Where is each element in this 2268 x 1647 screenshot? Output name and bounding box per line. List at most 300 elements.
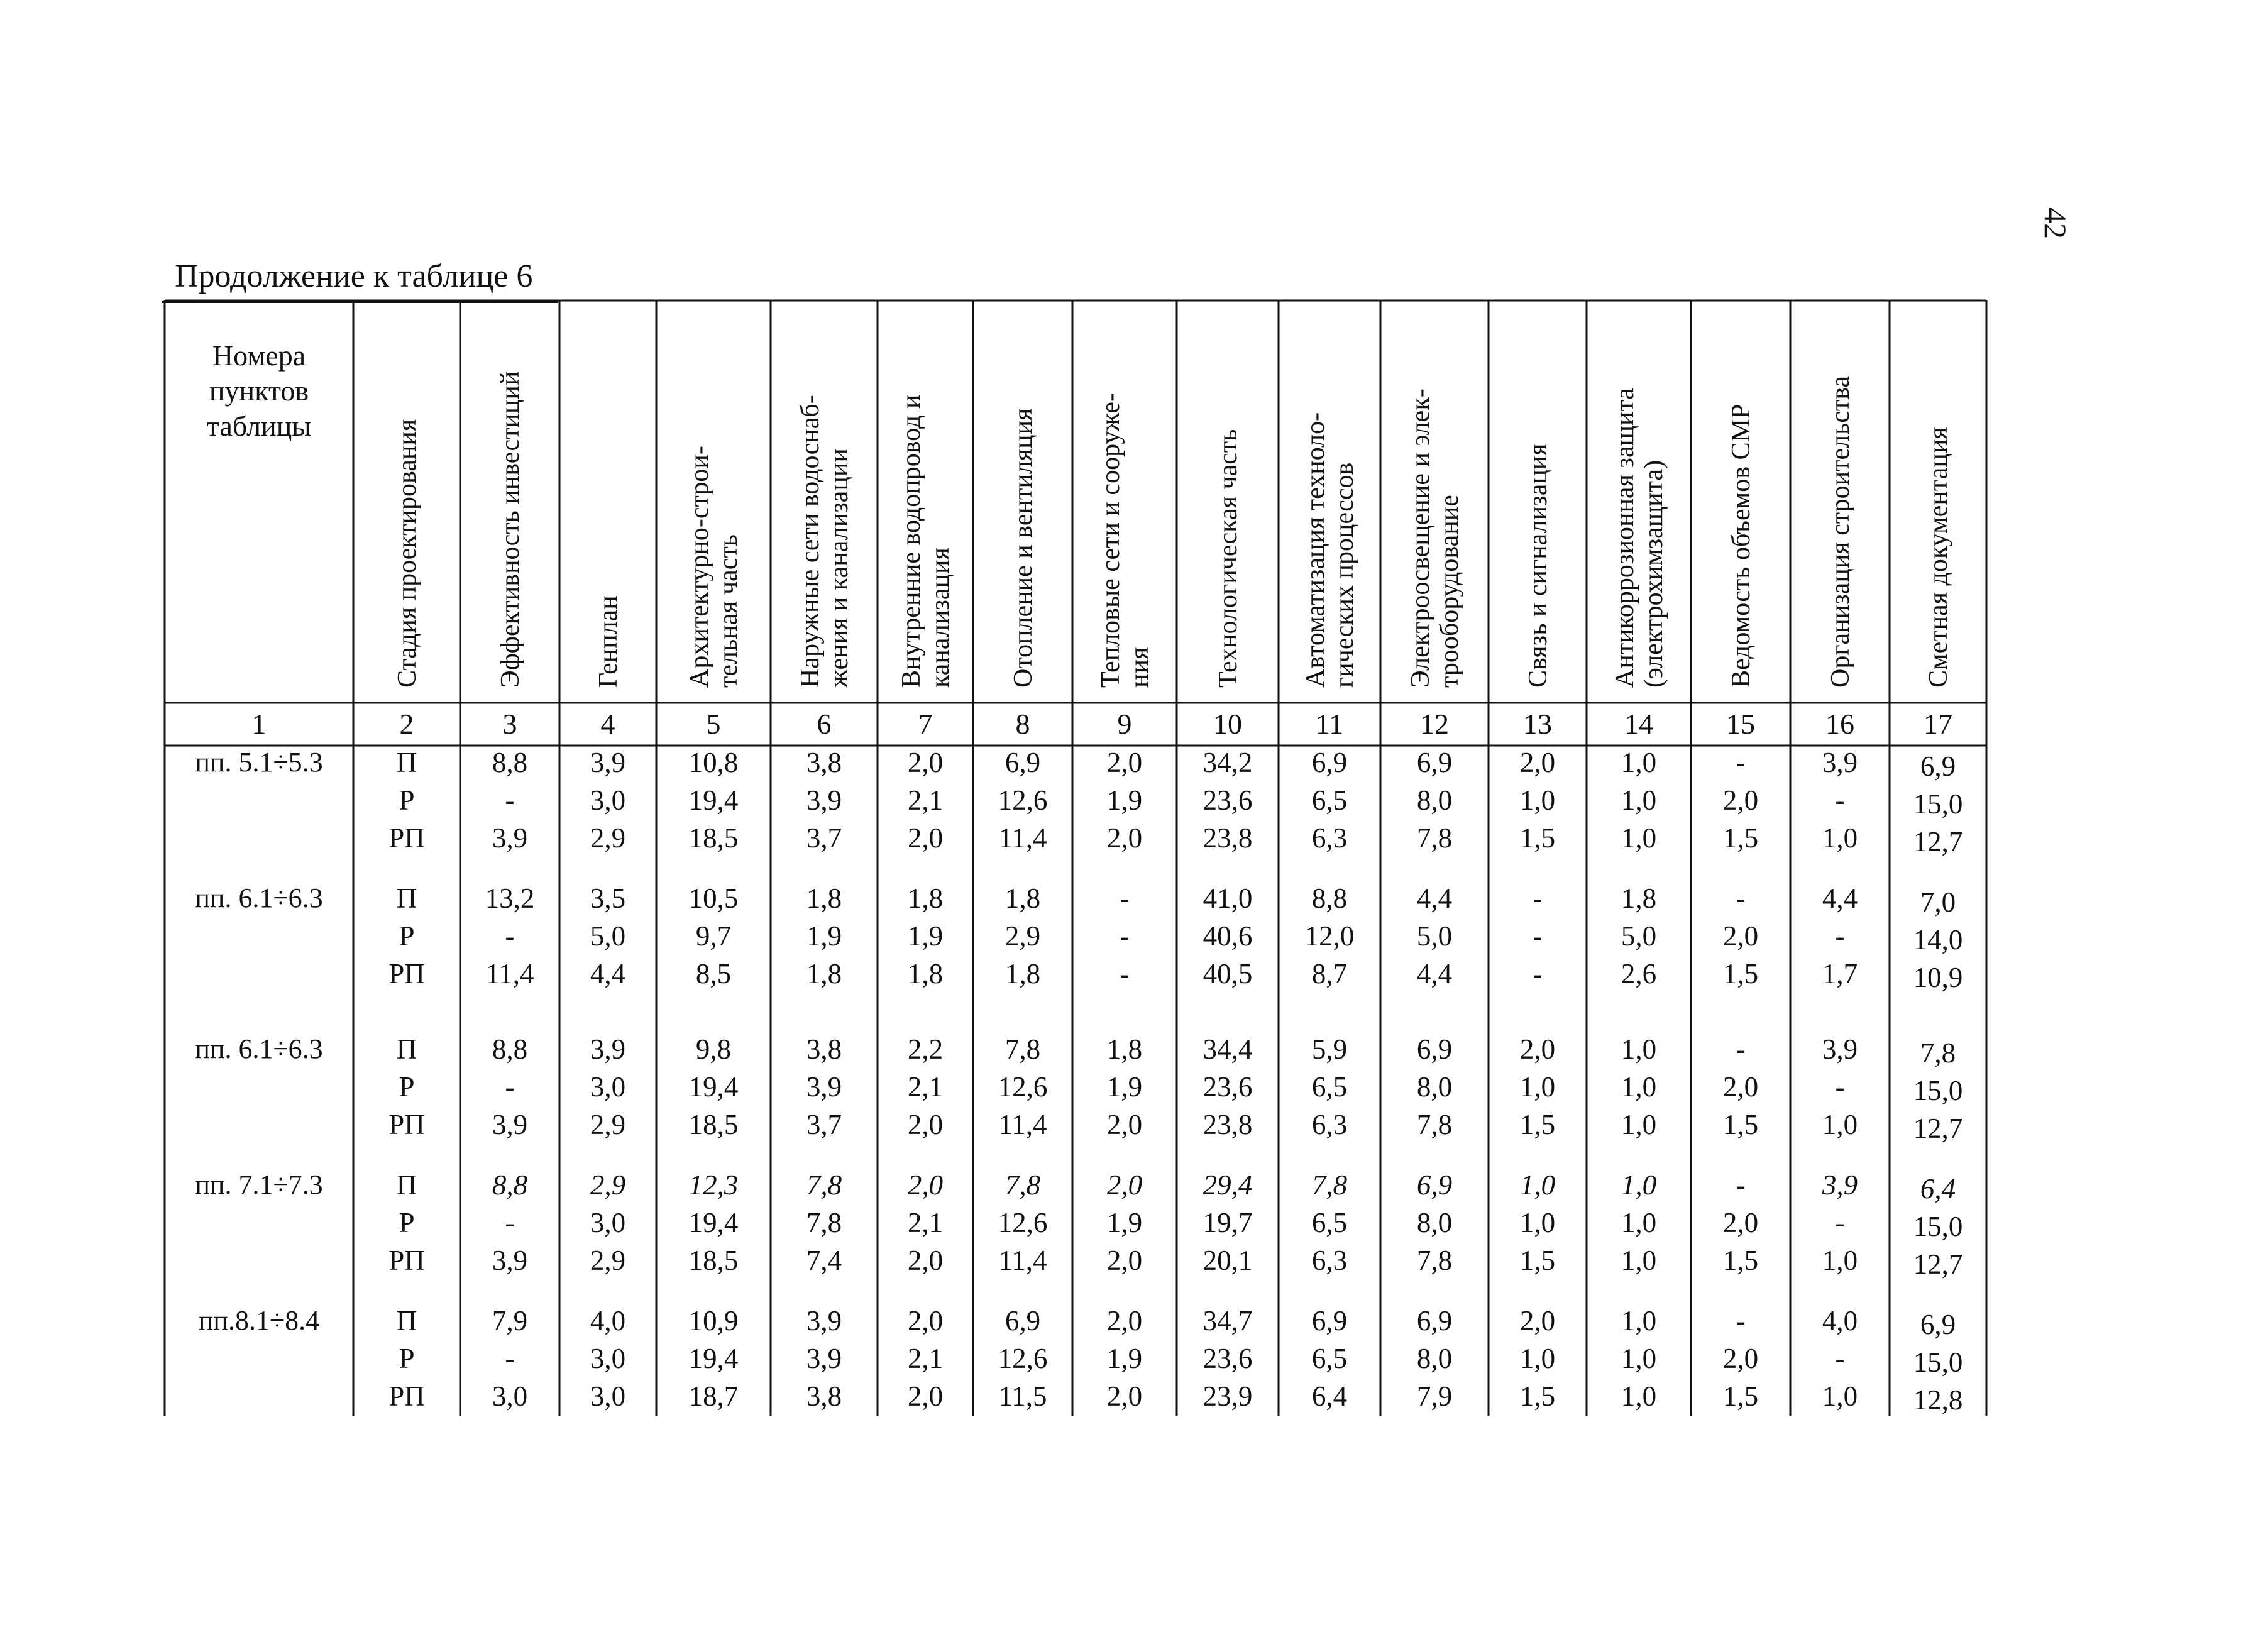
column-header-line: Наружные сети водоснаб- bbox=[796, 395, 825, 688]
value-cell: 2,0 bbox=[1722, 1207, 1759, 1238]
value-cell: 9,7 bbox=[695, 920, 732, 952]
stage-cell: РП bbox=[388, 1380, 425, 1412]
value-cell: 18,5 bbox=[688, 1245, 739, 1276]
value-cell: - bbox=[1835, 1343, 1845, 1374]
value-cell: 2,0 bbox=[1722, 785, 1759, 816]
value-cell: 1,5 bbox=[1519, 822, 1556, 854]
value-cell: 34,4 bbox=[1203, 1033, 1253, 1065]
page-number: 42 bbox=[2038, 207, 2073, 239]
column-header-label bbox=[1301, 300, 1358, 688]
value-cell: 1,0 bbox=[1621, 1169, 1657, 1201]
value-cell: 9,8 bbox=[695, 1033, 732, 1065]
value-cell: - bbox=[505, 920, 515, 952]
column-number: 12 bbox=[1420, 708, 1449, 740]
value-cell: 19,4 bbox=[688, 1207, 739, 1238]
value-cell: - bbox=[1835, 785, 1845, 816]
value-cell: 1,0 bbox=[1519, 1169, 1556, 1201]
stage-cell: П bbox=[396, 1169, 417, 1201]
column-header-label bbox=[392, 300, 421, 688]
value-cell: 10,9 bbox=[688, 1305, 739, 1336]
value-cell: - bbox=[1533, 958, 1543, 989]
stage-cell: РП bbox=[388, 822, 425, 854]
value-cell: 7,8 bbox=[1416, 822, 1453, 854]
value-cell: 11,5 bbox=[998, 1380, 1047, 1412]
value-cell: 13,2 bbox=[485, 883, 535, 914]
table-caption: Продолжение к таблице 6 bbox=[175, 258, 533, 294]
value-cell: 2,9 bbox=[590, 1169, 626, 1201]
column-header-line: Ведомость объемов СМР bbox=[1727, 404, 1756, 688]
value-cell: 2,1 bbox=[907, 1071, 944, 1103]
value-cell: 1,0 bbox=[1822, 1109, 1858, 1140]
column-number: 10 bbox=[1213, 708, 1242, 740]
value-cell: 6,9 bbox=[1416, 1033, 1453, 1065]
value-cell: 23,8 bbox=[1203, 1109, 1253, 1140]
value-cell: - bbox=[505, 1207, 515, 1238]
value-cell: 1,0 bbox=[1621, 747, 1657, 778]
value-cell: 1,8 bbox=[806, 883, 842, 914]
value-cell: 7,8 bbox=[1311, 1169, 1348, 1201]
column-header bbox=[460, 300, 559, 703]
value-cell: 7,9 bbox=[492, 1305, 528, 1336]
value-cell: 2,0 bbox=[1106, 1169, 1143, 1201]
column-header bbox=[353, 300, 460, 703]
value-cell: 1,8 bbox=[907, 883, 944, 914]
value-cell: 11,4 bbox=[998, 822, 1047, 854]
value-cell: 6,5 bbox=[1311, 785, 1348, 816]
value-cell: - bbox=[1736, 883, 1746, 914]
value-cell: 1,9 bbox=[806, 920, 842, 952]
value-cell: 8,0 bbox=[1416, 785, 1453, 816]
value-cell: 19,4 bbox=[688, 1343, 739, 1374]
value-cell: 1,0 bbox=[1621, 1109, 1657, 1140]
stage-cell: П bbox=[396, 883, 417, 914]
value-cell: 3,9 bbox=[806, 1343, 842, 1374]
column-header-label bbox=[896, 300, 954, 688]
value-cell: - bbox=[1736, 1305, 1746, 1336]
value-cell: - bbox=[1533, 920, 1543, 952]
value-cell: 19,4 bbox=[688, 1071, 739, 1103]
group-label: пп. 6.1÷6.3 bbox=[195, 883, 323, 913]
column-header-line: Организация строительства bbox=[1826, 375, 1855, 688]
value-cell: 3,9 bbox=[806, 1305, 842, 1336]
value-cell: 3,9 bbox=[492, 1109, 528, 1140]
group-label: пп.8.1÷8.4 bbox=[198, 1305, 320, 1336]
value-cell: 1,7 bbox=[1822, 958, 1858, 989]
value-cell: - bbox=[1120, 958, 1130, 989]
value-cell: 1,0 bbox=[1519, 785, 1556, 816]
value-cell: - bbox=[1835, 1071, 1845, 1103]
value-cell: 3,8 bbox=[806, 1033, 842, 1065]
value-cell: 1,0 bbox=[1621, 1343, 1657, 1374]
value-cell: 7,8 bbox=[806, 1207, 842, 1238]
value-cell: 18,7 bbox=[688, 1380, 739, 1412]
group-label: пп. 5.1÷5.3 bbox=[195, 747, 323, 778]
value-cell: 2,1 bbox=[907, 1343, 944, 1374]
value-cell: 3,9 bbox=[1822, 1169, 1858, 1201]
value-cell: - bbox=[1736, 1033, 1746, 1065]
value-cell: 10,9 bbox=[1913, 962, 1963, 993]
stage-cell: Р bbox=[399, 1343, 415, 1374]
group-label: пп. 6.1÷6.3 bbox=[195, 1033, 323, 1064]
value-cell: 12,7 bbox=[1913, 1113, 1963, 1144]
column-header-line: тельная часть bbox=[714, 534, 743, 688]
column-header bbox=[1890, 300, 1986, 703]
value-cell: 8,8 bbox=[492, 747, 528, 778]
value-cell: 23,6 bbox=[1203, 1071, 1253, 1103]
value-cell: 15,0 bbox=[1913, 1347, 1963, 1378]
column-header bbox=[1489, 300, 1587, 703]
value-cell: 1,0 bbox=[1621, 822, 1657, 854]
value-cell: 2,0 bbox=[907, 822, 944, 854]
column-header-line: Отопление и вентиляция bbox=[1009, 408, 1038, 688]
value-cell: 3,9 bbox=[590, 747, 626, 778]
value-cell: 1,0 bbox=[1621, 1380, 1657, 1412]
value-cell: 1,9 bbox=[1106, 1343, 1143, 1374]
column-header-line: Тепловые сети и сооруже- bbox=[1096, 392, 1125, 688]
column-header bbox=[1177, 300, 1279, 703]
value-cell: 1,5 bbox=[1519, 1109, 1556, 1140]
value-cell: 6,3 bbox=[1311, 1109, 1348, 1140]
column-header bbox=[771, 300, 878, 703]
value-cell: 3,9 bbox=[590, 1033, 626, 1065]
value-cell: 23,9 bbox=[1203, 1380, 1253, 1412]
value-cell: 23,6 bbox=[1203, 785, 1253, 816]
value-cell: 8,7 bbox=[1311, 958, 1348, 989]
value-cell: 34,2 bbox=[1203, 747, 1253, 778]
column-header bbox=[1587, 300, 1691, 703]
column-header-label bbox=[1213, 300, 1242, 688]
column-header-line: Технологическая часть bbox=[1214, 429, 1243, 688]
column-header-line: (электрохимзащита) bbox=[1639, 460, 1668, 688]
column-header-label bbox=[795, 300, 853, 688]
column-header-line: Эффективность инвестиций bbox=[496, 371, 525, 688]
value-cell: 1,8 bbox=[907, 958, 944, 989]
value-cell: 6,3 bbox=[1311, 1245, 1348, 1276]
value-cell: 3,0 bbox=[590, 1071, 626, 1103]
value-cell: 8,8 bbox=[1311, 883, 1348, 914]
value-cell: 3,9 bbox=[806, 1071, 842, 1103]
value-cell: 11,4 bbox=[485, 958, 534, 989]
value-cell: 1,5 bbox=[1722, 958, 1759, 989]
value-cell: 3,0 bbox=[590, 1207, 626, 1238]
value-cell: 8,0 bbox=[1416, 1343, 1453, 1374]
value-cell: - bbox=[505, 1343, 515, 1374]
value-cell: 1,8 bbox=[1005, 883, 1041, 914]
value-cell: 2,0 bbox=[907, 1380, 944, 1412]
value-cell: 12,8 bbox=[1913, 1384, 1963, 1416]
value-cell: 2,0 bbox=[1106, 747, 1143, 778]
value-cell: 1,9 bbox=[907, 920, 944, 952]
column-header-line: трооборудование bbox=[1435, 495, 1464, 688]
column-number: 2 bbox=[399, 708, 414, 740]
value-cell: 12,7 bbox=[1913, 1248, 1963, 1280]
column-header bbox=[973, 300, 1072, 703]
value-cell: 3,9 bbox=[1822, 747, 1858, 778]
column-header-line: Антикоррозионная защита bbox=[1610, 388, 1639, 688]
value-cell: 7,8 bbox=[1920, 1037, 1956, 1069]
value-cell: 2,0 bbox=[907, 1169, 944, 1201]
value-cell: 8,5 bbox=[695, 958, 732, 989]
value-cell: 40,6 bbox=[1203, 920, 1253, 952]
value-cell: 10,5 bbox=[688, 883, 739, 914]
value-cell: - bbox=[1120, 883, 1130, 914]
value-cell: 3,9 bbox=[492, 1245, 528, 1276]
value-cell: 2,6 bbox=[1621, 958, 1657, 989]
value-cell: 8,0 bbox=[1416, 1071, 1453, 1103]
column-header-line: Связь и сигнализация bbox=[1524, 443, 1553, 688]
value-cell: 3,8 bbox=[806, 747, 842, 778]
value-cell: 6,9 bbox=[1920, 751, 1956, 782]
value-cell: 2,1 bbox=[907, 785, 944, 816]
column-number: 15 bbox=[1726, 708, 1755, 740]
value-cell: 6,9 bbox=[1005, 1305, 1041, 1336]
header-row-numbers-column: Номера пунктов таблицы bbox=[206, 339, 312, 443]
column-header bbox=[1691, 300, 1790, 703]
value-cell: 2,9 bbox=[1005, 920, 1041, 952]
value-cell: 6,3 bbox=[1311, 822, 1348, 854]
value-cell: 7,8 bbox=[1416, 1245, 1453, 1276]
stage-cell: П bbox=[396, 1305, 417, 1336]
column-header-line: Генплан bbox=[594, 595, 623, 688]
value-cell: 1,0 bbox=[1621, 1071, 1657, 1103]
value-cell: 41,0 bbox=[1203, 883, 1253, 914]
column-header-line: Стадия проектирования bbox=[393, 419, 422, 688]
value-cell: 5,0 bbox=[1621, 920, 1657, 952]
value-cell: 23,8 bbox=[1203, 822, 1253, 854]
value-cell: 2,9 bbox=[590, 1245, 626, 1276]
value-cell: 2,0 bbox=[1722, 920, 1759, 952]
value-cell: 2,0 bbox=[1106, 822, 1143, 854]
column-header-label bbox=[1406, 300, 1463, 688]
stage-cell: Р bbox=[399, 785, 415, 816]
column-header-label bbox=[1610, 300, 1668, 688]
value-cell: 4,0 bbox=[1822, 1305, 1858, 1336]
value-cell: 12,7 bbox=[1913, 826, 1963, 857]
value-cell: 1,0 bbox=[1621, 1033, 1657, 1065]
column-number: 5 bbox=[706, 708, 721, 740]
value-cell: 12,6 bbox=[998, 1071, 1048, 1103]
value-cell: 2,0 bbox=[907, 1305, 944, 1336]
value-cell: 1,0 bbox=[1519, 1071, 1556, 1103]
value-cell: 2,0 bbox=[1519, 1033, 1556, 1065]
column-number: 9 bbox=[1117, 708, 1132, 740]
value-cell: 15,0 bbox=[1913, 788, 1963, 820]
value-cell: 2,2 bbox=[907, 1033, 944, 1065]
column-header-label bbox=[1825, 300, 1854, 688]
value-cell: 5,9 bbox=[1311, 1033, 1348, 1065]
column-header bbox=[559, 300, 656, 703]
value-cell: 1,0 bbox=[1621, 1207, 1657, 1238]
column-number: 16 bbox=[1825, 708, 1854, 740]
value-cell: - bbox=[1835, 920, 1845, 952]
stage-cell: РП bbox=[388, 1245, 425, 1276]
column-header-line: Внутренние водопровод и bbox=[897, 394, 926, 688]
group-label: пп. 7.1÷7.3 bbox=[195, 1169, 323, 1200]
column-header bbox=[1279, 300, 1380, 703]
column-header-label bbox=[1924, 300, 1952, 688]
column-header bbox=[1790, 300, 1890, 703]
column-header-line: канализация bbox=[926, 548, 955, 688]
value-cell: 3,9 bbox=[806, 785, 842, 816]
value-cell: 1,5 bbox=[1722, 1109, 1759, 1140]
value-cell: 14,0 bbox=[1913, 924, 1963, 956]
value-cell: 1,9 bbox=[1106, 1071, 1143, 1103]
column-number: 14 bbox=[1624, 708, 1653, 740]
value-cell: 1,5 bbox=[1519, 1380, 1556, 1412]
value-cell: 7,4 bbox=[806, 1245, 842, 1276]
value-cell: 7,8 bbox=[806, 1169, 842, 1201]
column-header-line: ния bbox=[1125, 647, 1154, 688]
column-header-line: Автоматизация техноло- bbox=[1301, 412, 1330, 688]
value-cell: 3,0 bbox=[492, 1380, 528, 1412]
value-cell: 10,8 bbox=[688, 747, 739, 778]
column-header bbox=[878, 300, 973, 703]
value-cell: 4,4 bbox=[590, 958, 626, 989]
value-cell: 6,4 bbox=[1920, 1173, 1956, 1204]
stage-cell: П bbox=[396, 747, 417, 778]
value-cell: 3,5 bbox=[590, 883, 626, 914]
column-header-label bbox=[1726, 300, 1755, 688]
value-cell: 12,6 bbox=[998, 1343, 1048, 1374]
column-header-line: Архитектурно-строи- bbox=[685, 446, 714, 688]
value-cell: 8,8 bbox=[492, 1033, 528, 1065]
value-cell: 6,9 bbox=[1005, 747, 1041, 778]
value-cell: 1,8 bbox=[1005, 958, 1041, 989]
value-cell: 3,0 bbox=[590, 1380, 626, 1412]
value-cell: 2,0 bbox=[907, 1109, 944, 1140]
value-cell: 2,9 bbox=[590, 822, 626, 854]
value-cell: 1,8 bbox=[1106, 1033, 1143, 1065]
value-cell: 1,9 bbox=[1106, 1207, 1143, 1238]
value-cell: 7,8 bbox=[1005, 1169, 1041, 1201]
column-header-line: гических процессов bbox=[1330, 462, 1359, 688]
value-cell: 12,3 bbox=[688, 1169, 739, 1201]
stage-cell: Р bbox=[399, 920, 415, 952]
value-cell: 1,5 bbox=[1722, 1245, 1759, 1276]
value-cell: 8,8 bbox=[492, 1169, 528, 1201]
value-cell: 7,9 bbox=[1416, 1380, 1453, 1412]
stage-cell: П bbox=[396, 1033, 417, 1065]
value-cell: - bbox=[1533, 883, 1543, 914]
value-cell: 3,7 bbox=[806, 822, 842, 854]
value-cell: 6,5 bbox=[1311, 1343, 1348, 1374]
value-cell: 3,0 bbox=[590, 1343, 626, 1374]
column-number: 4 bbox=[600, 708, 615, 740]
value-cell: 2,0 bbox=[907, 1245, 944, 1276]
value-cell: 4,4 bbox=[1416, 958, 1453, 989]
value-cell: 2,0 bbox=[1519, 747, 1556, 778]
column-number: 11 bbox=[1315, 708, 1344, 740]
column-header-label bbox=[1523, 300, 1552, 688]
value-cell: 1,9 bbox=[1106, 785, 1143, 816]
value-cell: 5,0 bbox=[1416, 920, 1453, 952]
value-cell: 2,0 bbox=[1106, 1305, 1143, 1336]
value-cell: - bbox=[1736, 1169, 1746, 1201]
value-cell: 7,8 bbox=[1416, 1109, 1453, 1140]
value-cell: 19,7 bbox=[1203, 1207, 1253, 1238]
value-cell: 3,8 bbox=[806, 1380, 842, 1412]
value-cell: 6,9 bbox=[1920, 1309, 1956, 1340]
column-number: 17 bbox=[1924, 708, 1952, 740]
value-cell: 2,0 bbox=[1106, 1380, 1143, 1412]
value-cell: 6,5 bbox=[1311, 1207, 1348, 1238]
value-cell: 12,6 bbox=[998, 1207, 1048, 1238]
column-header-label bbox=[1096, 300, 1153, 688]
value-cell: 12,6 bbox=[998, 785, 1048, 816]
column-header bbox=[1072, 300, 1177, 703]
value-cell: 29,4 bbox=[1203, 1169, 1253, 1201]
value-cell: 3,0 bbox=[590, 785, 626, 816]
value-cell: 4,4 bbox=[1416, 883, 1453, 914]
value-cell: 1,8 bbox=[806, 958, 842, 989]
value-cell: 1,8 bbox=[1621, 883, 1657, 914]
column-header bbox=[656, 300, 771, 703]
value-cell: - bbox=[1736, 747, 1746, 778]
value-cell: 18,5 bbox=[688, 822, 739, 854]
value-cell: 2,0 bbox=[1722, 1071, 1759, 1103]
value-cell: 34,7 bbox=[1203, 1305, 1253, 1336]
value-cell: 11,4 bbox=[998, 1109, 1047, 1140]
value-cell: 6,4 bbox=[1311, 1380, 1348, 1412]
value-cell: 1,5 bbox=[1722, 1380, 1759, 1412]
value-cell: 6,9 bbox=[1416, 1169, 1453, 1201]
stage-cell: Р bbox=[399, 1071, 415, 1103]
value-cell: 1,0 bbox=[1822, 1380, 1858, 1412]
value-cell: 11,4 bbox=[998, 1245, 1047, 1276]
value-cell: 15,0 bbox=[1913, 1211, 1963, 1242]
value-cell: 4,4 bbox=[1822, 883, 1858, 914]
value-cell: 6,9 bbox=[1311, 1305, 1348, 1336]
column-header-line: жения и канализации bbox=[825, 448, 854, 688]
column-header-line: Сметная документация bbox=[1924, 427, 1953, 688]
column-header-label bbox=[1008, 300, 1037, 688]
value-cell: 19,4 bbox=[688, 785, 739, 816]
column-header bbox=[1380, 300, 1489, 703]
stage-cell: Р bbox=[399, 1207, 415, 1238]
value-cell: 1,5 bbox=[1519, 1245, 1556, 1276]
value-cell: 1,0 bbox=[1822, 822, 1858, 854]
stage-cell: РП bbox=[388, 958, 425, 989]
value-cell: 23,6 bbox=[1203, 1343, 1253, 1374]
value-cell: 6,9 bbox=[1311, 747, 1348, 778]
value-cell: 2,0 bbox=[1106, 1109, 1143, 1140]
value-cell: 2,0 bbox=[1106, 1245, 1143, 1276]
value-cell: 1,0 bbox=[1621, 1245, 1657, 1276]
value-cell: - bbox=[505, 1071, 515, 1103]
value-cell: - bbox=[1835, 1207, 1845, 1238]
value-cell: 18,5 bbox=[688, 1109, 739, 1140]
column-number: 3 bbox=[502, 708, 517, 740]
column-header-line: Электроосвещение и элек- bbox=[1406, 388, 1435, 688]
column-header-label bbox=[495, 300, 524, 688]
value-cell: 4,0 bbox=[590, 1305, 626, 1336]
value-cell: 1,0 bbox=[1519, 1207, 1556, 1238]
value-cell: 2,0 bbox=[1722, 1343, 1759, 1374]
value-cell: 1,0 bbox=[1621, 1305, 1657, 1336]
value-cell: 2,9 bbox=[590, 1109, 626, 1140]
value-cell: 3,9 bbox=[492, 822, 528, 854]
value-cell: 3,7 bbox=[806, 1109, 842, 1140]
value-cell: 2,0 bbox=[907, 747, 944, 778]
column-number: 13 bbox=[1523, 708, 1552, 740]
column-number: 1 bbox=[251, 708, 267, 740]
value-cell: 40,5 bbox=[1203, 958, 1253, 989]
value-cell: 5,0 bbox=[590, 920, 626, 952]
column-header-label bbox=[593, 300, 622, 688]
value-cell: - bbox=[505, 785, 515, 816]
value-cell: 2,1 bbox=[907, 1207, 944, 1238]
value-cell: 6,9 bbox=[1416, 747, 1453, 778]
